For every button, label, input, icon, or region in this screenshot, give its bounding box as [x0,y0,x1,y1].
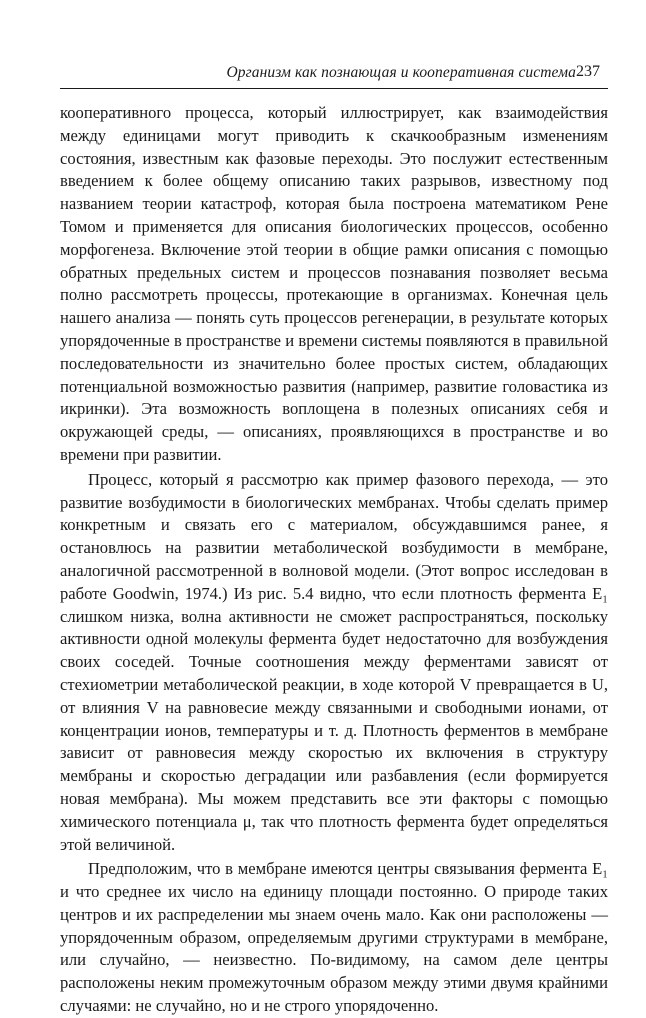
page-number: 237 [576,63,600,80]
paragraph-phase-transition: Процесс, который я рассмотрю как пример фазового перехода, — это развитие возбудимости в биологических мембранах. Чтобы сделать пример конкретным и связать его с материалом, обсуждавшимся ранее, я остановлюсь на развитии метаболической возбудимости в мембране, аналогичной рассмотренной в волновой модели. (Этот вопрос исследован в работе Goodwin, 1974.) Из рис. 5.4 видно, что если плотность фермента E₁ слишком низка, волна активности не сможет распространяться, поскольку активности одной молекулы фермента будет недостаточно для возбуждения своих соседей. Точные соотношения между ферментами зависят от стехиометрии метаболической реакции, в ходе которой V превращается в U, от влияния V на равновесие между связанными и свободными ионами, от концентрации ионов, температуры и т. д. Плотность ферментов в мембране зависит от равновесия между скоростью их включения в структуру мембраны и скоростью деградации или разбавления (если формируется новая мембрана). Мы можем представить все эти факторы с помощью химического потенциала μ, так что плотность фермента будет определяться этой величиной. [60,469,608,854]
paragraph-continued: кооперативного процесса, который иллюстрирует, как взаимодействия между единицами могут приводить к скачкообразным изменениям состояния, известным как фазовые переходы. Это послужит естественным введением к более общему описанию таких разрывов, известному под названием теории катастроф, которая была построена математиком Рене Томом и применяется для описания биологических процессов, особенно морфогенеза. Включение этой теории в общие рамки описания с помощью обратных предельных систем и процессов познавания позволяет весьма полно рассмотреть процессы, протекающие в организмах. Конечная цель нашего анализа — понять суть процессов регенерации, в результате которых упорядоченные в пространстве и времени системы появляются в правильной последовательности из значительно более простых систем, обладающих потенциальной возможностью развития (например, развитие головастика из икринки). Эта возможность воплощена в полезных описаниях себя и окружающей среды, — описаниях, проявляющихся в пространстве и во времени при развитии. [60,103,608,464]
running-header [60,58,608,84]
body-text [60,102,608,1018]
paragraph-binding-centers: Предположим, что в мембране имеются центры связывания фермента E₁ и что среднее их число на единицу площади постоянно. О природе таких центров и их распределении мы знаем очень мало. Как они расположены — упорядоченным образом, определяемым другими структурами в мембране, или случайно, — неизвестно. По-видимому, на самом деле центры расположены неким промежуточным образом между этими двумя крайними случаями: не случайно, но и не строго упорядоченно. [60,859,608,1016]
header-rule [60,88,608,89]
running-title: Организм как познающая и кооперативная система [226,64,576,81]
